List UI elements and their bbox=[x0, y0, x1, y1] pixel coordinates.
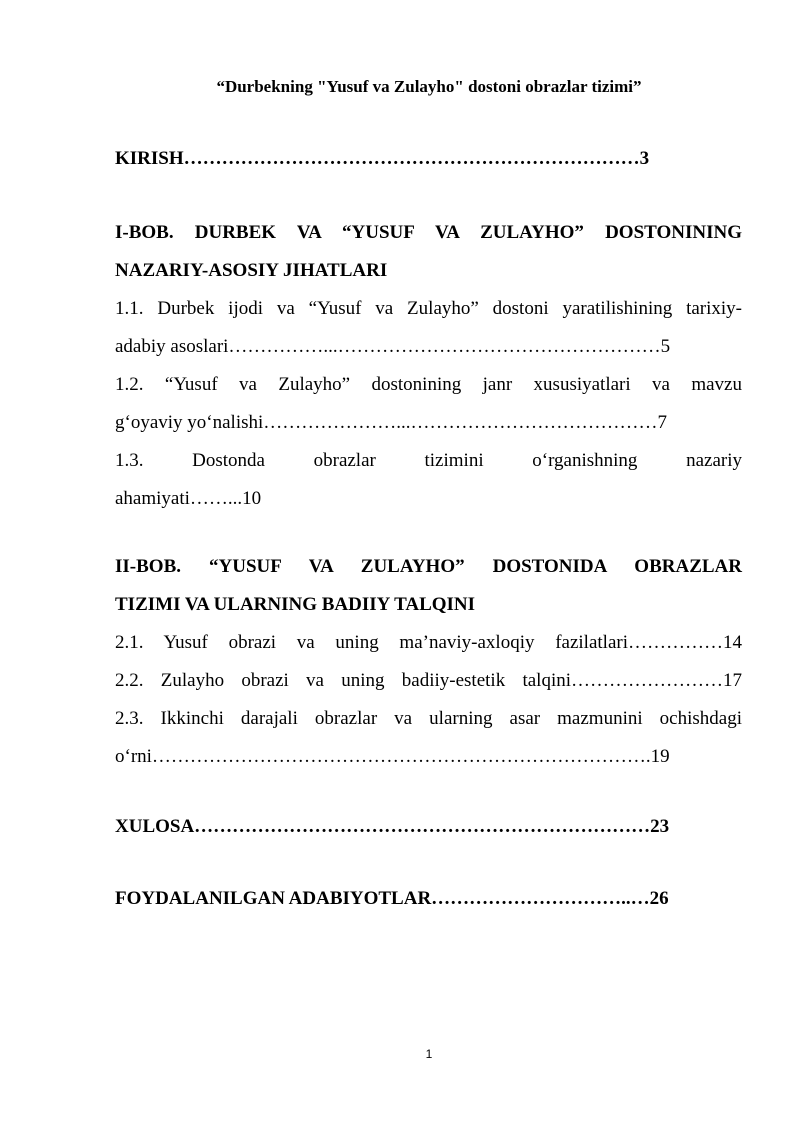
toc-references bbox=[115, 880, 742, 918]
toc-entry-2-3: 2.3. Ikkinchi darajali obrazlar va ularning asar mazmunini ochishdagi bbox=[115, 708, 742, 729]
toc-entry-2-1: 2.1. Yusuf obrazi va uning ma’naviy-axloqiy fazilatlari……………14 bbox=[115, 632, 742, 653]
toc-entry-xulosa: XULOSA………………………………………………………………23 bbox=[115, 816, 670, 837]
toc-entry-1-3: 1.3. Dostonda obrazlar tizimini o‘rganishning nazariy bbox=[115, 450, 742, 471]
toc-entry-1-2: 1.2. “Yusuf va Zulayho” dostonining janr xususiyatlari va mavzu bbox=[115, 374, 742, 395]
toc-entry-kirish: KIRISH………………………………………………………………3 bbox=[115, 148, 650, 169]
page-number: 1 bbox=[425, 1047, 433, 1061]
toc-entry-1-3-cont: ahamiyati……...10 bbox=[115, 488, 262, 509]
document-title: “Durbekning "Yusuf va Zulayho" dostoni obrazlar tizimi” bbox=[216, 77, 642, 96]
toc-entry-adabiyotlar: FOYDALANILGAN ADABIYOTLAR…………………………..…26 bbox=[115, 888, 669, 909]
toc-entry-1-2-cont: g‘oyaviy yo‘nalishi…………………...…………………………………7 bbox=[115, 412, 668, 433]
toc-chapter-2 bbox=[115, 548, 742, 776]
toc-entry-2-3-cont: o‘rni…………………………………………………………………….19 bbox=[115, 746, 670, 767]
toc-entry-2-2: 2.2. Zulayho obrazi va uning badiiy-estetik talqini……………………17 bbox=[115, 670, 742, 691]
toc-entry-1-1-cont: adabiy asoslari……………...……………………………………………5 bbox=[115, 336, 671, 357]
chapter-1-heading-cont: NAZARIY-ASOSIY JIHATLARI bbox=[115, 260, 388, 281]
toc-entry-1-1: 1.1. Durbek ijodi va “Yusuf va Zulayho” dostoni yaratilishining tarixiy- bbox=[115, 298, 742, 319]
chapter-2-heading: II-BOB. “YUSUF VA ZULAYHO” DOSTONIDA OBRAZLAR bbox=[115, 556, 742, 577]
toc-conclusion bbox=[115, 808, 742, 846]
toc-chapter-1 bbox=[115, 214, 742, 518]
chapter-1-heading: I-BOB. DURBEK VA “YUSUF VA ZULAYHO” DOSTONINING bbox=[115, 222, 742, 243]
table-of-contents bbox=[115, 140, 742, 178]
chapter-2-heading-cont: TIZIMI VA ULARNING BADIIY TALQINI bbox=[115, 594, 476, 615]
